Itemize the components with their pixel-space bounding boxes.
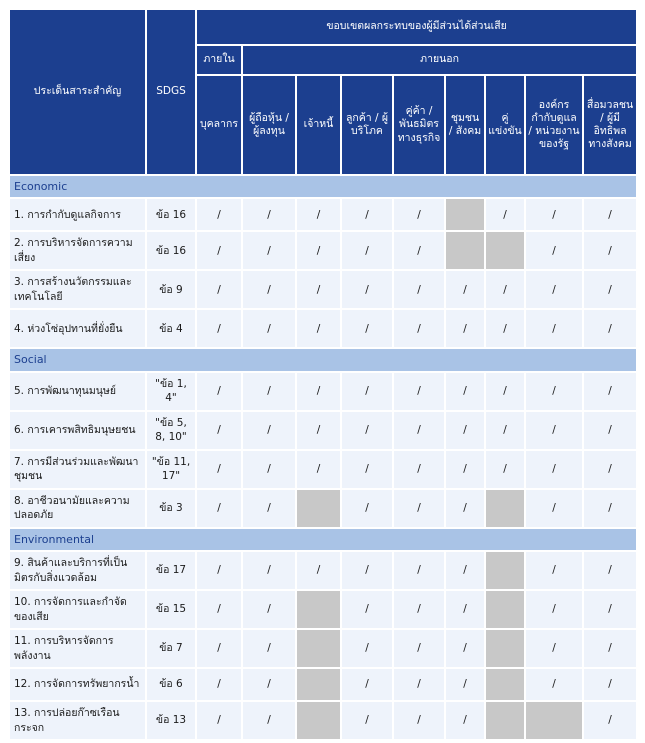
impact-mark: / xyxy=(243,451,295,488)
impact-mark: / xyxy=(584,630,636,667)
impact-mark: / xyxy=(342,310,392,347)
impact-mark: / xyxy=(446,271,484,308)
sdg-cell: ข้อ 4 xyxy=(147,310,195,347)
issue-cell: 7. การมีส่วนร่วมและพัฒนาชุมชน xyxy=(10,451,145,488)
impact-mark: / xyxy=(526,310,582,347)
impact-mark: / xyxy=(584,490,636,527)
impact-mark: / xyxy=(584,451,636,488)
materiality-table xyxy=(8,8,638,741)
internal-header: ภายใน xyxy=(197,46,241,74)
sdg-cell: ข้อ 16 xyxy=(147,232,195,269)
impact-mark: / xyxy=(197,199,241,230)
impact-mark: / xyxy=(297,271,340,308)
impact-mark: / xyxy=(342,412,392,449)
sdg-cell: "ข้อ 11, 17" xyxy=(147,451,195,488)
impact-mark: / xyxy=(243,310,295,347)
impact-mark: / xyxy=(342,199,392,230)
no-impact-cell xyxy=(446,232,484,269)
impact-mark: / xyxy=(197,552,241,589)
impact-mark: / xyxy=(243,552,295,589)
table-row xyxy=(10,373,636,410)
sdg-cell: ข้อ 9 xyxy=(147,271,195,308)
sdg-cell: ข้อ 6 xyxy=(147,669,195,700)
stakeholder-header: คู่ค้า / พันธมิตรทางธุรกิจ xyxy=(394,76,444,174)
stakeholder-header: ชุมชน / สังคม xyxy=(446,76,484,174)
impact-mark: / xyxy=(526,373,582,410)
impact-mark: / xyxy=(526,271,582,308)
table-row xyxy=(10,490,636,527)
issue-cell: 3. การสร้างนวัตกรรมและเทคโนโลยี xyxy=(10,271,145,308)
sdg-cell: "ข้อ 1, 4" xyxy=(147,373,195,410)
sdg-cell: "ข้อ 5, 8, 10" xyxy=(147,412,195,449)
impact-mark: / xyxy=(342,669,392,700)
impact-mark: / xyxy=(197,373,241,410)
impact-mark: / xyxy=(243,199,295,230)
issue-cell: 6. การเคารพสิทธิมนุษยชน xyxy=(10,412,145,449)
impact-mark: / xyxy=(526,490,582,527)
impact-mark: / xyxy=(197,232,241,269)
impact-mark: / xyxy=(526,412,582,449)
impact-mark: / xyxy=(243,232,295,269)
no-impact-cell xyxy=(486,630,524,667)
impact-mark: / xyxy=(342,702,392,739)
category-label: Economic xyxy=(10,176,636,197)
impact-mark: / xyxy=(446,630,484,667)
table-row xyxy=(10,232,636,269)
impact-mark: / xyxy=(297,310,340,347)
impact-mark: / xyxy=(446,552,484,589)
stakeholder-header: คู่แข่งขัน xyxy=(486,76,524,174)
table-row xyxy=(10,310,636,347)
impact-mark: / xyxy=(342,552,392,589)
impact-mark: / xyxy=(584,373,636,410)
impact-mark: / xyxy=(243,412,295,449)
category-row xyxy=(10,529,636,550)
table-row xyxy=(10,702,636,739)
impact-mark: / xyxy=(197,702,241,739)
impact-mark: / xyxy=(584,552,636,589)
impact-mark: / xyxy=(584,310,636,347)
impact-mark: / xyxy=(297,412,340,449)
stakeholder-header: สื่อมวลชน / ผู้มีอิทธิพลทางสังคม xyxy=(584,76,636,174)
impact-mark: / xyxy=(394,271,444,308)
issue-cell: 12. การจัดการทรัพยากรน้ำ xyxy=(10,669,145,700)
no-impact-cell xyxy=(486,702,524,739)
impact-mark: / xyxy=(446,451,484,488)
no-impact-cell xyxy=(297,591,340,628)
impact-mark: / xyxy=(342,630,392,667)
no-impact-cell xyxy=(486,669,524,700)
no-impact-cell xyxy=(486,591,524,628)
impact-mark: / xyxy=(526,552,582,589)
table-row xyxy=(10,271,636,308)
impact-mark: / xyxy=(243,669,295,700)
no-impact-cell xyxy=(446,199,484,230)
impact-mark: / xyxy=(342,271,392,308)
impact-mark: / xyxy=(526,199,582,230)
impact-mark: / xyxy=(243,702,295,739)
impact-mark: / xyxy=(197,669,241,700)
header-row-1 xyxy=(10,10,636,44)
impact-mark: / xyxy=(486,412,524,449)
impact-mark: / xyxy=(342,373,392,410)
impact-mark: / xyxy=(197,630,241,667)
sdg-cell: ข้อ 7 xyxy=(147,630,195,667)
category-label: Environmental xyxy=(10,529,636,550)
impact-mark: / xyxy=(394,199,444,230)
no-impact-cell xyxy=(486,490,524,527)
impact-mark: / xyxy=(584,669,636,700)
impact-mark: / xyxy=(243,271,295,308)
impact-mark: / xyxy=(243,630,295,667)
impact-mark: / xyxy=(486,451,524,488)
sdg-cell: ข้อ 16 xyxy=(147,199,195,230)
impact-mark: / xyxy=(197,451,241,488)
sdg-cell: ข้อ 13 xyxy=(147,702,195,739)
impact-mark: / xyxy=(584,702,636,739)
impact-mark: / xyxy=(394,669,444,700)
impact-mark: / xyxy=(584,199,636,230)
impact-mark: / xyxy=(526,591,582,628)
stakeholder-header: เจ้าหนี้ xyxy=(297,76,340,174)
issue-cell: 8. อาชีวอนามัยและความปลอดภัย xyxy=(10,490,145,527)
impact-mark: / xyxy=(446,412,484,449)
table-row xyxy=(10,669,636,700)
impact-mark: / xyxy=(394,591,444,628)
impact-mark: / xyxy=(526,630,582,667)
impact-mark: / xyxy=(394,630,444,667)
external-header: ภายนอก xyxy=(243,46,636,74)
stakeholder-header: ผู้ถือหุ้น / ผู้ลงทุน xyxy=(243,76,295,174)
impact-mark: / xyxy=(446,310,484,347)
category-label: Social xyxy=(10,349,636,370)
impact-mark: / xyxy=(394,232,444,269)
impact-mark: / xyxy=(394,412,444,449)
impact-mark: / xyxy=(584,412,636,449)
table-row xyxy=(10,451,636,488)
impact-mark: / xyxy=(446,373,484,410)
impact-mark: / xyxy=(297,232,340,269)
issue-cell: 5. การพัฒนาทุนมนุษย์ xyxy=(10,373,145,410)
boundary-header: ขอบเขตผลกระทบของผู้มีส่วนได้ส่วนเสีย xyxy=(197,10,636,44)
impact-mark: / xyxy=(342,591,392,628)
impact-mark: / xyxy=(446,591,484,628)
issue-cell: 10. การจัดการและกำจัดของเสีย xyxy=(10,591,145,628)
table-row xyxy=(10,199,636,230)
sdg-cell: ข้อ 15 xyxy=(147,591,195,628)
table-row xyxy=(10,630,636,667)
impact-mark: / xyxy=(342,451,392,488)
impact-mark: / xyxy=(394,490,444,527)
impact-mark: / xyxy=(394,552,444,589)
impact-mark: / xyxy=(394,451,444,488)
impact-mark: / xyxy=(197,591,241,628)
impact-mark: / xyxy=(243,490,295,527)
category-row xyxy=(10,349,636,370)
impact-mark: / xyxy=(197,271,241,308)
impact-mark: / xyxy=(394,310,444,347)
sdg-cell: ข้อ 3 xyxy=(147,490,195,527)
impact-mark: / xyxy=(342,490,392,527)
sdgs-header: SDGS xyxy=(147,10,195,174)
impact-mark: / xyxy=(297,552,340,589)
impact-mark: / xyxy=(394,373,444,410)
impact-mark: / xyxy=(297,373,340,410)
impact-mark: / xyxy=(297,199,340,230)
no-impact-cell xyxy=(297,630,340,667)
no-impact-cell xyxy=(486,232,524,269)
impact-mark: / xyxy=(394,702,444,739)
issue-cell: 13. การปล่อยก๊าซเรือนกระจก xyxy=(10,702,145,739)
no-impact-cell xyxy=(526,702,582,739)
impact-mark: / xyxy=(526,669,582,700)
impact-mark: / xyxy=(197,490,241,527)
impact-mark: / xyxy=(197,310,241,347)
impact-mark: / xyxy=(526,451,582,488)
impact-mark: / xyxy=(584,232,636,269)
impact-mark: / xyxy=(243,373,295,410)
issue-cell: 4. ห่วงโซ่อุปทานที่ยั่งยืน xyxy=(10,310,145,347)
category-row xyxy=(10,176,636,197)
no-impact-cell xyxy=(297,669,340,700)
issue-cell: 1. การกำกับดูแลกิจการ xyxy=(10,199,145,230)
issue-cell: 11. การบริหารจัดการพลังงาน xyxy=(10,630,145,667)
impact-mark: / xyxy=(243,591,295,628)
impact-mark: / xyxy=(446,702,484,739)
no-impact-cell xyxy=(297,702,340,739)
impact-mark: / xyxy=(526,232,582,269)
impact-mark: / xyxy=(342,232,392,269)
sdg-cell: ข้อ 17 xyxy=(147,552,195,589)
issue-cell: 2. การบริหารจัดการความเสี่ยง xyxy=(10,232,145,269)
impact-mark: / xyxy=(486,310,524,347)
stakeholder-header: ลูกค้า / ผู้บริโภค xyxy=(342,76,392,174)
impact-mark: / xyxy=(297,451,340,488)
table-row xyxy=(10,552,636,589)
issue-cell: 9. สินค้าและบริการที่เป็นมิตรกับสิ่งแวดล้อม xyxy=(10,552,145,589)
impact-mark: / xyxy=(446,669,484,700)
impact-mark: / xyxy=(446,490,484,527)
issue-header: ประเด็นสาระสำคัญ xyxy=(10,10,145,174)
table-row xyxy=(10,412,636,449)
impact-mark: / xyxy=(486,373,524,410)
impact-mark: / xyxy=(197,412,241,449)
no-impact-cell xyxy=(297,490,340,527)
impact-mark: / xyxy=(584,591,636,628)
stakeholder-header: บุคลากร xyxy=(197,76,241,174)
no-impact-cell xyxy=(486,552,524,589)
table-row xyxy=(10,591,636,628)
impact-mark: / xyxy=(486,199,524,230)
impact-mark: / xyxy=(486,271,524,308)
stakeholder-header: องค์กรกำกับดูแล / หน่วยงานของรัฐ xyxy=(526,76,582,174)
impact-mark: / xyxy=(584,271,636,308)
